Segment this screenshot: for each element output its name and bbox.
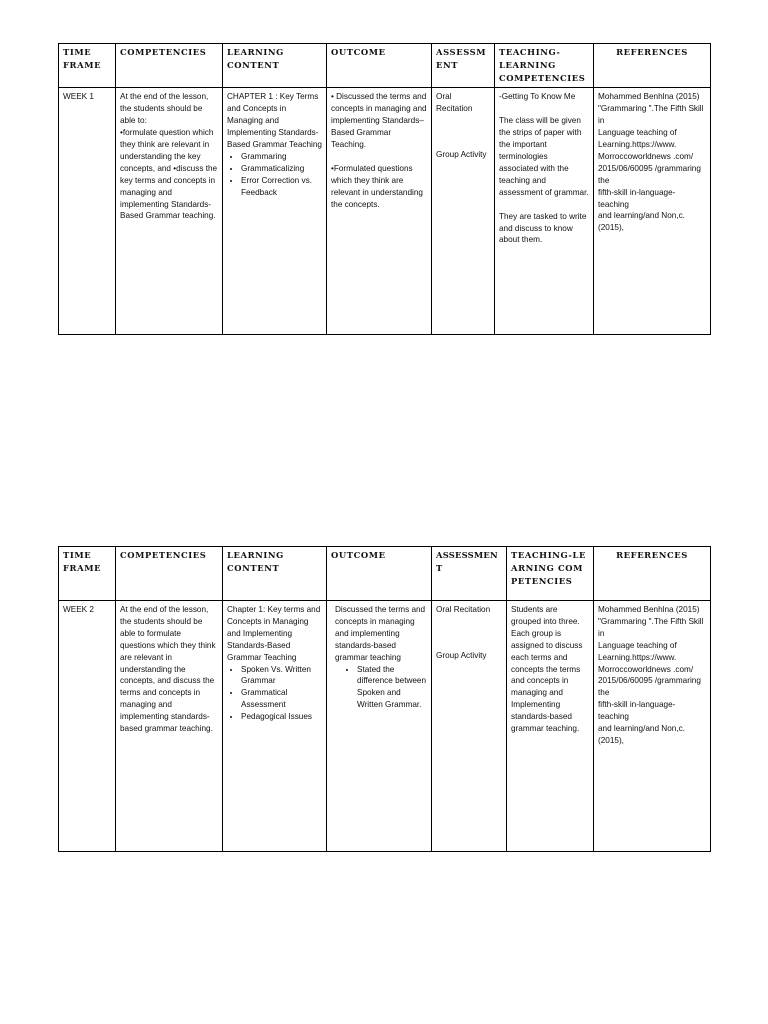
header-competencies: COMPETENCIES (116, 547, 223, 601)
list-item: • Grammatical Assessment (241, 687, 322, 711)
teaching-text: -Getting To Know Me (499, 92, 576, 102)
outcome-text: Discussed the terms and concepts in managing and implementing standards-based grammar teaching (335, 605, 426, 662)
list-item: • Pedagogical Issues (241, 711, 322, 723)
cell-references: Mohammed Benhlna (2015) "Grammaring ".The Fifth Skill in Language teaching of Learning.https://www. Morroccoworldnews .com/ 2015/06/60095 /grammaring the fifth-skill in-language-teaching and learning/and Non,c. (2015), (594, 88, 711, 335)
list-item: • Grammaring (241, 151, 322, 163)
cell-references: Mohammed Benhlna (2015) "Grammaring ".The Fifth Skill in Language teaching of Learning.https://www. Morroccoworldnews .com/ 2015/06/60095 /grammaring the fifth-skill in-language-teaching and learning/and Non,c. (2015), (594, 601, 711, 852)
assessment-text: Group Activity (436, 650, 487, 660)
header-learning-content: LEARNING CONTENT (223, 547, 327, 601)
assessment-text: Group Activity (436, 150, 487, 160)
header-outcome: OUTCOME (327, 547, 432, 601)
cell-assessment (432, 601, 507, 852)
header-assessment: ASSESSMENT (432, 44, 495, 88)
content-heading: Chapter 1: Key terms and Concepts in Managing and Implementing Standards-Based Grammar Teaching (227, 605, 321, 662)
cell-week: WEEK 2 (59, 601, 116, 852)
cell-competencies: At the end of the lesson, the students should be able to: •formulate question which they think are relevant in understanding the key concepts, and •discuss the key terms and concepts in managing and implementing Standards-Based Grammar teaching. (116, 88, 223, 335)
header-teaching-learning: TEACHING-LEARNING COMPETENCIES (495, 44, 594, 88)
cell-outcome (327, 88, 432, 335)
teaching-text: The class will be given the strips of paper with the important terminologies associated with the teaching and assessment of grammar. (499, 116, 589, 197)
cell-assessment (432, 88, 495, 335)
cell-outcome (327, 601, 432, 852)
content-heading: CHAPTER 1 : Key Terms and Concepts in Managing and Implementing Standards- Based Grammar Teaching (227, 92, 322, 150)
content-list (227, 151, 322, 199)
cell-learning-content (223, 601, 327, 852)
header-learning-content: LEARNING CONTENT (223, 44, 327, 88)
header-time-frame: TIME FRAME (59, 44, 116, 88)
header-assessment: ASSESSMENT (432, 547, 507, 601)
header-time-frame: TIME FRAME (59, 547, 116, 601)
cell-competencies: At the end of the lesson, the students should be able to formulate questions which they think are relevant in understanding the concepts, and discuss the terms and concepts in managing and implementing standards-based grammar teaching. (116, 601, 223, 852)
header-references: REFERENCES (594, 44, 711, 88)
cell-learning-content (223, 88, 327, 335)
header-row (59, 547, 711, 601)
list-item: • Spoken Vs. Written Grammar (241, 664, 322, 688)
outcome-text: •Formulated questions which they think are relevant in understanding the concepts. (331, 163, 423, 209)
header-references: REFERENCES (594, 547, 711, 601)
header-row (59, 44, 711, 88)
list-item: • Error Correction vs. Feedback (241, 175, 322, 199)
table-row (59, 88, 711, 335)
teaching-text: Students are grouped into three. Each group is assigned to discuss each terms and concepts the terms and concepts in managing and Implementing standards-based grammar teaching. (511, 605, 583, 734)
lesson-plan-table-week-1 (58, 43, 711, 335)
header-outcome: OUTCOME (327, 44, 432, 88)
assessment-text: Oral Recitation (436, 605, 491, 614)
cell-teaching-learning (507, 601, 594, 852)
header-teaching-learning: TEACHING-LEARNING COMPETENCIES (507, 547, 594, 601)
table-row (59, 601, 711, 852)
lesson-plan-table-week-2 (58, 546, 711, 852)
cell-week: WEEK 1 (59, 88, 116, 335)
outcome-text: • Discussed the terms and concepts in managing and implementing Standards–Based Grammar Teaching. (331, 92, 427, 150)
header-competencies: COMPETENCIES (116, 44, 223, 88)
assessment-text: Oral Recitation (436, 92, 473, 114)
list-item: • Stated the difference between Spoken and Written Grammar. (357, 664, 427, 712)
content-list (227, 664, 322, 724)
outcome-list (335, 664, 427, 712)
list-item: • Grammaticalizing (241, 163, 322, 175)
cell-teaching-learning (495, 88, 594, 335)
teaching-text: They are tasked to write and discuss to know about them. (499, 211, 587, 245)
